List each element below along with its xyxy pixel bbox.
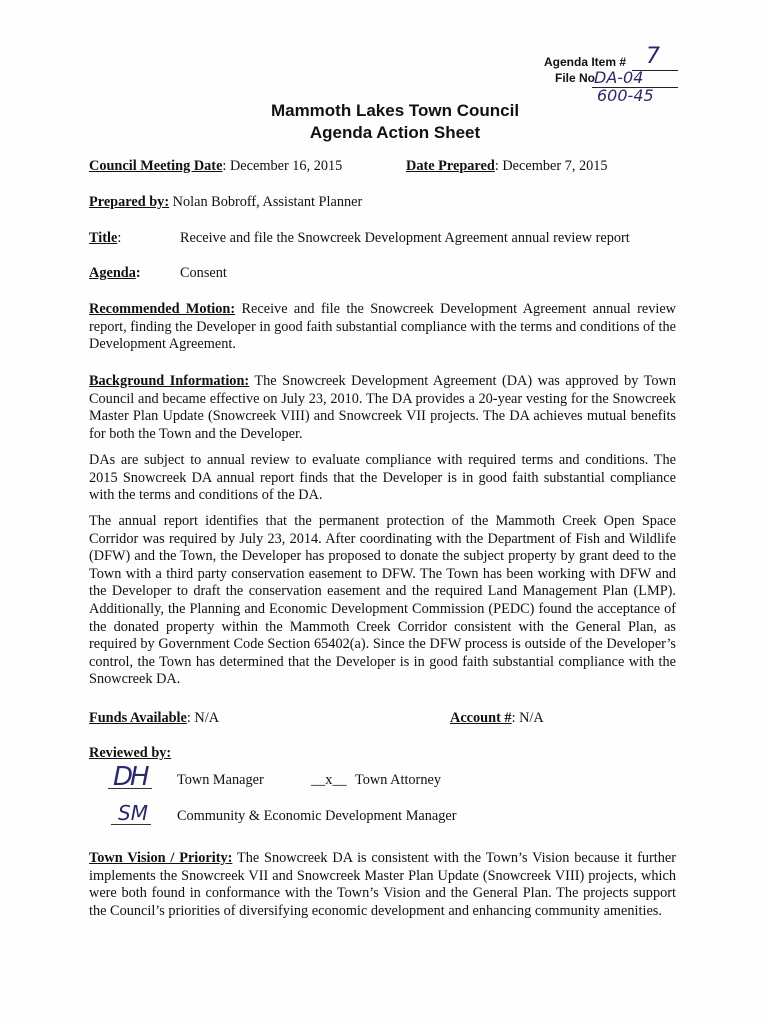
reviewed-by-label: Reviewed by: bbox=[89, 745, 172, 761]
date-prepared-row bbox=[406, 158, 608, 175]
meeting-date-label: Council Meeting Date bbox=[89, 158, 223, 174]
background-label: Background Information: bbox=[89, 373, 250, 389]
prepared-by-row bbox=[89, 194, 362, 211]
agenda-field-label-row bbox=[89, 265, 141, 282]
date-prepared-value: : December 7, 2015 bbox=[494, 158, 608, 174]
account-label: Account # bbox=[450, 710, 512, 726]
recommended-motion-label: Recommended Motion: bbox=[89, 301, 236, 317]
date-prepared-label: Date Prepared bbox=[406, 158, 495, 174]
file-no-value: DA-04 bbox=[594, 68, 644, 87]
title-field-label-row bbox=[89, 230, 121, 247]
account-row bbox=[450, 710, 544, 727]
agenda-item-value: 7 bbox=[646, 44, 660, 69]
account-value: : N/A bbox=[511, 710, 544, 726]
file-no-line bbox=[555, 71, 595, 85]
community-manager-signature-line bbox=[111, 824, 151, 825]
community-manager-initials: SM bbox=[118, 801, 148, 825]
funds-value: : N/A bbox=[186, 710, 220, 726]
title-field-value: Receive and file the Snowcreek Development Agreement annual review report bbox=[180, 230, 630, 246]
background-paragraph-2: DAs are subject to annual review to evaluate compliance with required terms and conditions. The 2015 Snowcreek DA annual report finds that the Developer is in good faith substantial compliance with the terms and conditions of the DA. bbox=[89, 452, 676, 504]
community-manager-label: Community & Economic Development Manager bbox=[177, 808, 457, 824]
town-vision-text: The Snowcreek DA is consistent with the Town’s Vision because it further implements the Snowcreek VII and Snowcreek Master Plan Update (Snowcreek VIII) projects, which were both found in conformance with the Town’s Vision and the General Plan. The projects support the Council’s priorities of diversifying economic development and enhancing community amenities. bbox=[89, 850, 676, 919]
prepared-by-label: Prepared by: bbox=[89, 194, 170, 210]
agenda-field-colon: : bbox=[135, 265, 141, 281]
town-vision-label: Town Vision / Priority: bbox=[89, 850, 233, 866]
background-paragraph-3: The annual report identifies that the permanent protection of the Mammoth Creek Open Space Corridor was required by July 23, 2014. After coordinating with the Department of Fish and Wildlife (DFW) and the Town, the Developer has proposed to donate the subject property by grant deed to the Town with a third party conservation easement to DFW. The Town has been working with DFW and the Developer to draft the conservation easement and the required Land Management Plan (LMP). Additionally, the Planning and Economic Development Commission (PEDC) found the acceptance of the donated property within the Mammoth Creek Corridor consistent with the General Plan, as required by Government Code Section 65402(a). Since the DFW process is outside of the Developer’s control, the Town has determined that the Developer is in good faith substantial compliance with the Snowcreek DA. bbox=[89, 513, 676, 688]
meeting-date-value: : December 16, 2015 bbox=[222, 158, 343, 174]
funds-label: Funds Available bbox=[89, 710, 187, 726]
agenda-item-label: Agenda Item # bbox=[544, 55, 627, 69]
recommended-motion-text: Receive and file the Snowcreek Development Agreement annual review report, finding the Developer in good faith substantial compliance with the terms and conditions of the Development Agreement. bbox=[89, 301, 676, 353]
town-manager-initials: DH bbox=[113, 762, 147, 792]
agenda-item-line bbox=[544, 55, 626, 69]
file-no-label: File No bbox=[555, 71, 596, 85]
recommended-motion-paragraph bbox=[89, 301, 676, 354]
agenda-field-value: Consent bbox=[180, 265, 227, 281]
page-title: Mammoth Lakes Town Council bbox=[270, 101, 520, 120]
prepared-by-value: Nolan Bobroff, Assistant Planner bbox=[169, 194, 363, 210]
town-vision-paragraph bbox=[89, 850, 676, 920]
title-field-label: Title bbox=[89, 230, 118, 246]
town-attorney-label: Town Attorney bbox=[355, 772, 441, 788]
agenda-field-label: Agenda bbox=[89, 265, 136, 281]
meeting-date-row bbox=[89, 158, 342, 175]
file-no-extra: 600-45 bbox=[597, 86, 654, 105]
town-attorney-mark: __x__ bbox=[311, 772, 347, 788]
town-manager-signature-line bbox=[108, 788, 152, 789]
background-paragraph-1 bbox=[89, 373, 676, 443]
title-field-colon: : bbox=[117, 230, 122, 246]
background-text-1: The Snowcreek Development Agreement (DA) was approved by Town Council and became effective on July 23, 2010. The DA provides a 20-year vesting for the Snowcreek Master Plan Update (Snowcreek VIII) and Snowcreek VII projects. The DA achieves mutual benefits for both the Town and the Developer. bbox=[89, 373, 676, 442]
page-subtitle: Agenda Action Sheet bbox=[309, 123, 481, 142]
town-manager-label: Town Manager bbox=[177, 772, 264, 788]
funds-row bbox=[89, 710, 219, 727]
